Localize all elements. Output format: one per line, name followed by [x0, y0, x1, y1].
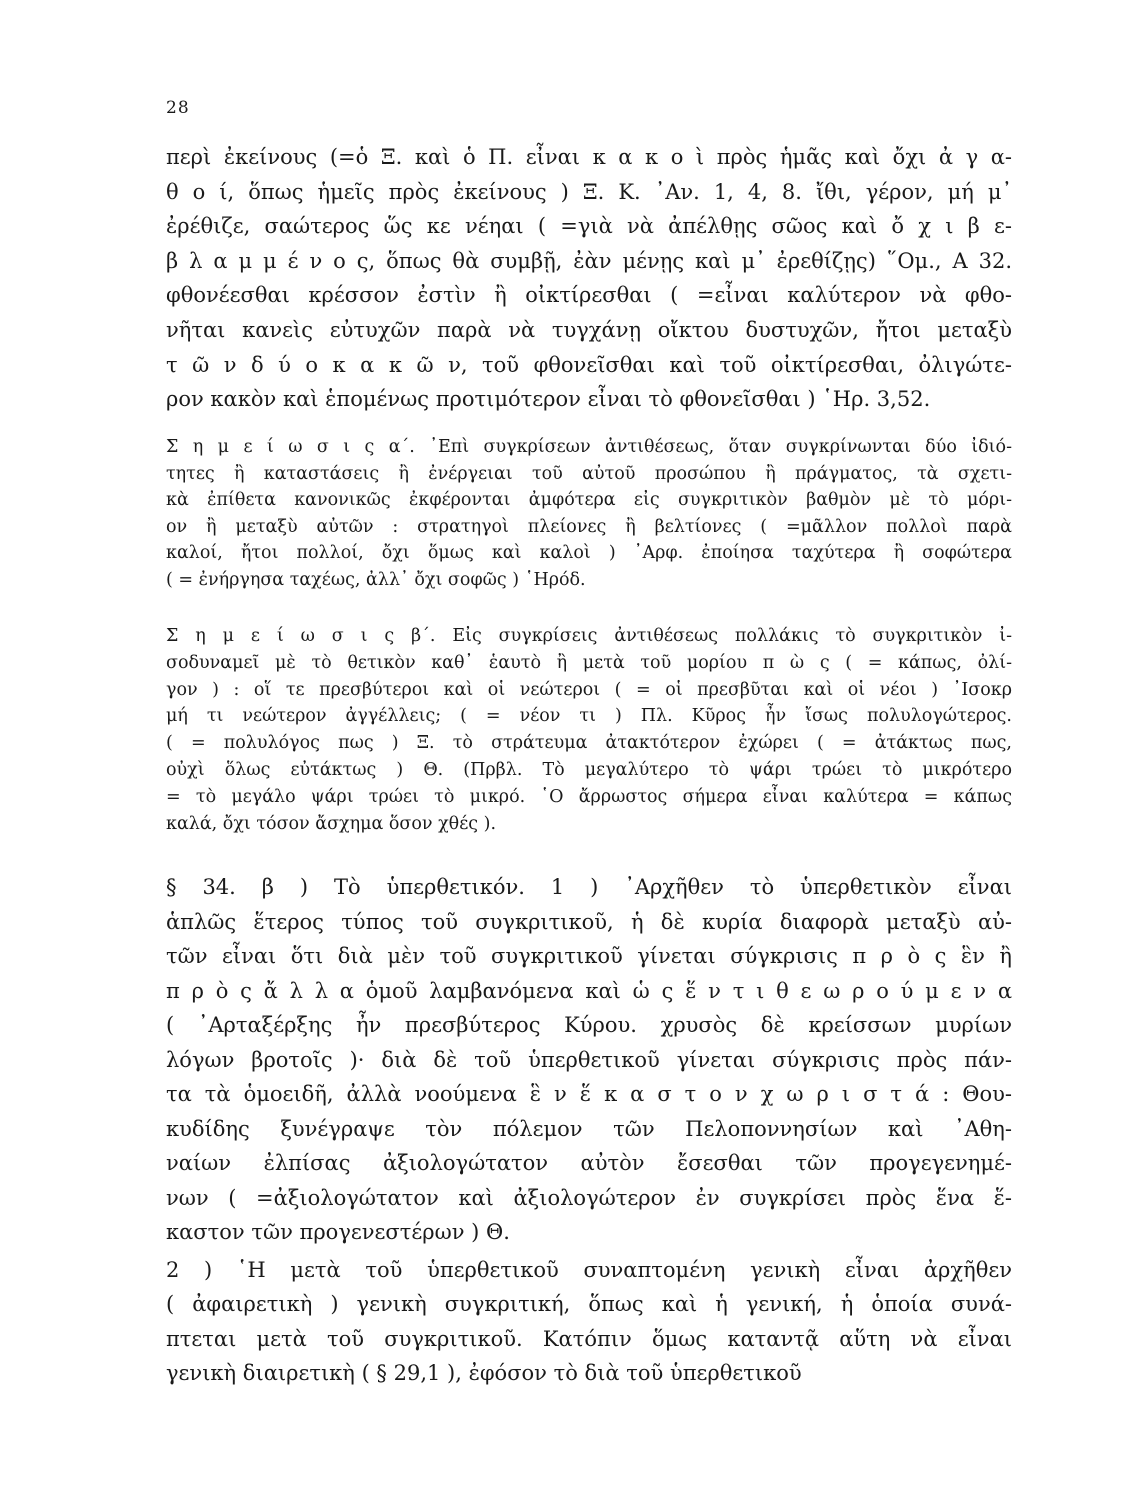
text-line: ( ᾿Αρταξέρξης ἦν πρεσβύτερος Κύρου. χρυσὸς δὲ κρείσσων μυρίων — [166, 1013, 1012, 1037]
note-line: καλά, ὄχι τόσον ἄσχημα ὅσον χθές ). — [166, 813, 497, 834]
paragraph-genitive — [166, 1253, 1012, 1390]
note-line: γον ) : οἵ τε πρεσβύτεροι καὶ οἱ νεώτεροι ( = οἱ πρεσβῦται καὶ οἱ νέοι ) ᾿Ισοκρ — [166, 679, 1012, 700]
text-line: κυδίδης ξυνέγραψε τὸν πόλεμον τῶν Πελοποννησίων καὶ ᾿Αθη- — [166, 1116, 1012, 1141]
note-alpha — [166, 434, 1012, 593]
text-line: ἁπλῶς ἕτερος τύπος τοῦ συγκριτικοῦ, ἡ δὲ κυρία διαφορὰ μεταξὺ αὐ- — [166, 909, 1012, 934]
text-line: τ ῶ ν δ ύ ο κ α κ ῶ ν, τοῦ φθονεῖσθαι καὶ τοῦ οἰκτίρεσθαι, ὀλιγώτε- — [166, 352, 1012, 377]
text-line: νων ( =ἀξιολογώτατον καὶ ἀξιολογώτερον ἐν συγκρίσει πρὸς ἕνα ἕ- — [166, 1185, 1012, 1210]
note-beta — [166, 623, 1012, 837]
text-line: πτεται μετὰ τοῦ συγκριτικοῦ. Κατόπιν ὅμως καταντᾷ αὕτη νὰ εἶναι — [166, 1326, 1012, 1351]
text-line: γενικὴ διαιρετικὴ ( § 29,1 ), ἐφόσον τὸ διὰ τοῦ ὑπερθετικοῦ — [166, 1360, 802, 1385]
text-line: τῶν εἶναι ὅτι διὰ μὲν τοῦ συγκριτικοῦ γίνεται σύγκρισις π ρ ὸ ς ἓν ἢ — [166, 944, 1012, 968]
text-line: θ ο ί, ὅπως ἡμεῖς πρὸς ἐκείνους ) Ξ. Κ. ᾿Αν. 1, 4, 8. ἴθι, γέρον, μή μ᾿ — [166, 179, 1012, 204]
text-line: ( ἀφαιρετικὴ ) γενικὴ συγκριτική, ὅπως καὶ ἡ γενική, ἡ ὁποία συνά- — [166, 1292, 1012, 1317]
page-number: 28 — [166, 98, 190, 118]
note-line: τητες ἢ καταστάσεις ἢ ἐνέργειαι τοῦ αὐτοῦ προσώπου ἢ πράγματος, τὰ σχετι- — [166, 463, 1012, 484]
text-line: ναίων ἐλπίσας ἀξιολογώτατον αὐτὸν ἔσεσθαι τῶν προγεγενημέ- — [166, 1151, 1012, 1175]
note-line: μή τι νεώτερον ἀγγέλλεις; ( = νέον τι ) Πλ. Κῦρος ἦν ἴσως πολυλογώτερος. — [166, 706, 1012, 727]
text-line: καστον τῶν προγενεστέρων ) Θ. — [166, 1220, 510, 1244]
text-line: φθονέεσθαι κρέσσον ἐστὶν ἢ οἰκτίρεσθαι ( =εἶναι καλύτερον νὰ φθο- — [166, 283, 1012, 308]
note-line: σοδυναμεῖ μὲ τὸ θετικὸν καθ᾿ ἑαυτὸ ἢ μετὰ τοῦ μορίου π ὼ ς ( = κάπως, ὀλί- — [166, 652, 1012, 673]
note-line: κὰ ἐπίθετα κανονικῶς ἐκφέρονται ἀμφότερα εἰς συγκριτικὸν βαθμὸν μὲ τὸ μόρι- — [166, 490, 1012, 510]
text-line: π ρ ὸ ς ἄ λ λ α ὁμοῦ λαμβανόμενα καὶ ὡ ς ἕ ν τ ι θ ε ω ρ ο ύ μ ε ν α — [166, 978, 1012, 1003]
text-line: περὶ ἐκείνους (=ὁ Ξ. καὶ ὁ Π. εἶναι κ α κ ο ὶ πρὸς ἡμᾶς καὶ ὄχι ἀ γ α- — [166, 145, 1012, 169]
note-line: καλοί, ἤτοι πολλοί, ὄχι ὅμως καὶ καλοὶ ) ᾿Αρφ. ἐποίησα ταχύτερα ἢ σοφώτερα — [166, 543, 1012, 563]
section-34-superlative — [166, 870, 1012, 1250]
note-line: Σ η μ ε ί ω σ ι ς α΄. ᾿Επὶ συγκρίσεων ἀντιθέσεως, ὅταν συγκρίνωνται δύο ἰδιό- — [166, 437, 1012, 457]
paragraph-comparative-examples — [166, 140, 1012, 417]
note-line: οὐχὶ ὅλως εὐτάκτως ) Θ. (Πρβλ. Τὸ μεγαλύτερο τὸ ψάρι τρώει τὸ μικρότερο — [166, 759, 1012, 780]
text-line: β λ α μ μ έ ν ο ς, ὅπως θὰ συμβῇ, ἐὰν μένῃς καὶ μ᾿ ἐρεθίζῃς) ῞Ομ., Α 32. — [166, 248, 1012, 273]
text-line: νῆται κανεὶς εὐτυχῶν παρὰ νὰ τυγχάνῃ οἴκτου δυστυχῶν, ἤτοι μεταξὺ — [166, 317, 1012, 342]
text-line: 2 ) ῾Η μετὰ τοῦ ὑπερθετικοῦ συναπτομένη γενικὴ εἶναι ἀρχῆθεν — [166, 1258, 1012, 1282]
note-line: = τὸ μεγάλο ψάρι τρώει τὸ μικρό. ῾Ο ἄρρωστος σήμερα εἶναι καλύτερα = κάπως — [166, 786, 1012, 807]
note-line: ( = πολυλόγος πως ) Ξ. τὸ στράτευμα ἀτακτότερον ἐχώρει ( = ἀτάκτως πως, — [166, 733, 1012, 754]
text-line: ρον κακὸν καὶ ἑπομένως προτιμότερον εἶναι τὸ φθονεῖσθαι ) ῾Ηρ. 3,52. — [166, 387, 931, 412]
note-line: ( = ἐνήργησα ταχέως, ἀλλ᾿ ὄχι σοφῶς ) ῾Ηρόδ. — [166, 569, 586, 590]
text-line: λόγων βροτοῖς )· διὰ δὲ τοῦ ὑπερθετικοῦ γίνεται σύγκρισις πρὸς πάν- — [166, 1047, 1012, 1072]
note-line: Σ η μ ε ί ω σ ι ς β΄. Εἰς συγκρίσεις ἀντιθέσεως πολλάκις τὸ συγκριτικὸν ἰ- — [166, 626, 1012, 646]
text-line: ἐρέθιζε, σαώτερος ὥς κε νέηαι ( =γιὰ νὰ ἀπέλθῃς σῶος καὶ ὄ χ ι β ε- — [166, 214, 1012, 239]
text-line: τα τὰ ὁμοειδῆ, ἀλλὰ νοούμενα ἓ ν ἕ κ α σ τ ο ν χ ω ρ ι σ τ ά : Θου- — [166, 1082, 1012, 1106]
section-heading-line: § 34. β ) Τὸ ὑπερθετικόν. 1 ) ᾿Αρχῆθεν τὸ ὑπερθετικὸν εἶναι — [166, 875, 1012, 899]
note-line: ον ἢ μεταξὺ αὐτῶν : στρατηγοὶ πλείονες ἢ βελτίονες ( =μᾶλλον πολλοὶ παρὰ — [166, 516, 1012, 537]
